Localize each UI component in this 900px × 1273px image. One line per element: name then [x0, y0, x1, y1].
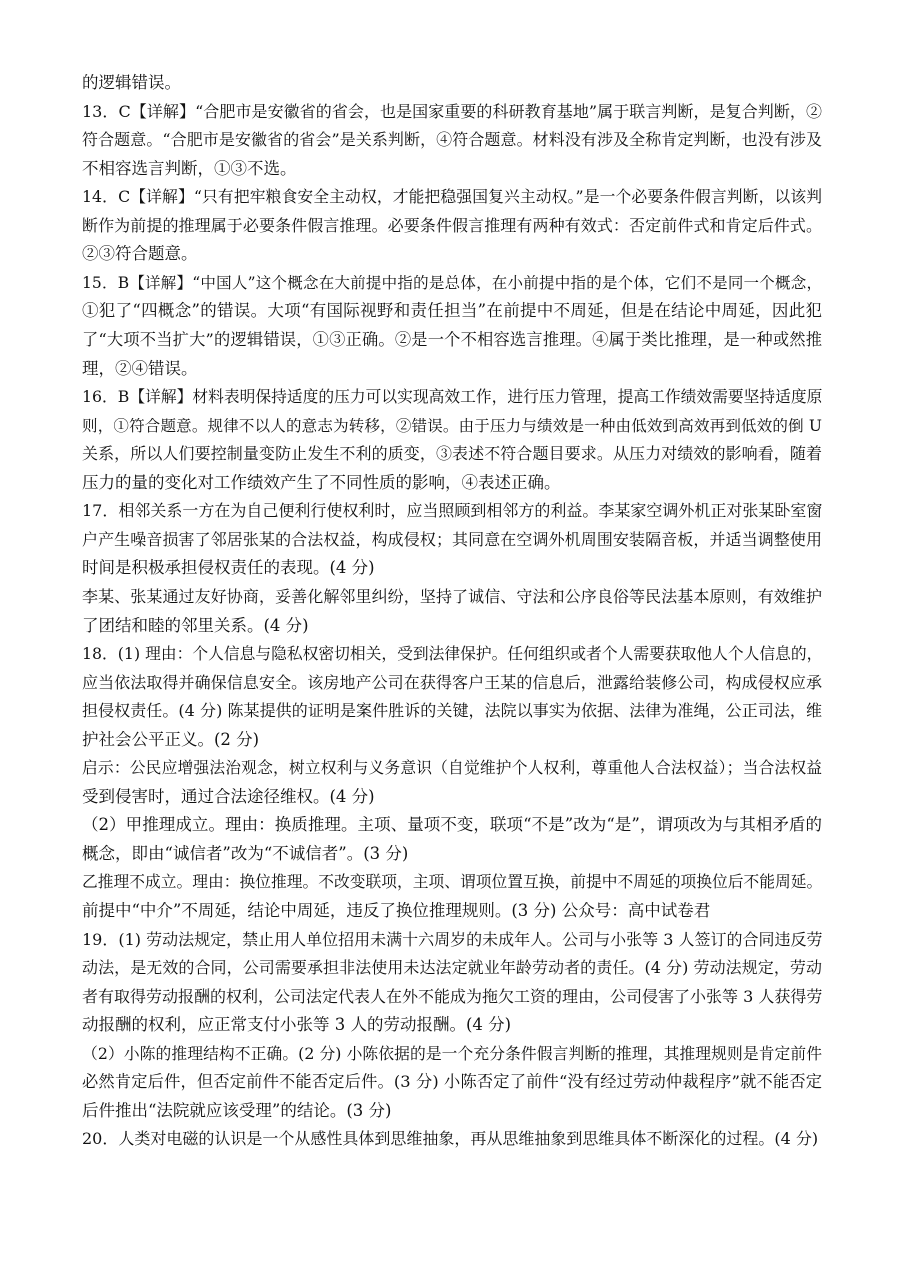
text-line: 概念，即由“诚信者”改为“不诚信者”。(3 分) — [82, 843, 409, 863]
text-line: 户产生噪音损害了邻居张某的合法权益，构成侵权；其同意在空调外机周围安装隔音板，并适当调整使用 — [82, 529, 822, 549]
text-line: 李某、张某通过友好协商，妥善化解邻里纠纷，坚持了诚信、守法和公序良俗等民法基本原则，有效维护 — [82, 586, 822, 606]
text-line: 18．(1) 理由：个人信息与隐私权密切相关，受到法律保护。任何组织或者个人需要获取他人个人信息的， — [82, 644, 822, 663]
text-line: 时间是积极承担侵权责任的表现。(4 分) — [82, 558, 375, 578]
text-line: 护社会公平正义。(2 分) — [82, 729, 260, 749]
text-line: 不相容选言判断，①③不选。 — [82, 158, 297, 178]
text-line: 关系，所以人们要控制量变防止发生不利的质变，③表述不符合题目要求。从压力对绩效的影响看，随着 — [82, 444, 822, 464]
text-line: 前提中“中介”不周延，结论中周延，违反了换位推理规则。(3 分) 公众号：高中试卷君 — [82, 901, 711, 920]
text-line: 了“大项不当扩大”的逻辑错误，①③正确。②是一个不相容选言推理。④属于类比推理，是一种或然推 — [82, 329, 822, 349]
text-line: 符合题意。“合肥市是安徽省的省会”是关系判断，④符合题意。材料没有涉及全称肯定判断，也没有涉及 — [82, 130, 822, 150]
text-line: 受到侵害时，通过合法途径维权。(4 分) — [82, 786, 375, 806]
text-line: ①犯了“四概念”的错误。大项“有国际视野和责任担当”在前提中不周延，但是在结论中周延，因此犯 — [82, 301, 822, 321]
text-line: 13．C【详解】“合肥市是安徽省的省会，也是国家重要的科研教育基地”属于联言判断，是复合判断，② — [82, 101, 822, 121]
text-line: 断作为前提的推理属于必要条件假言推理。必要条件假言推理有两种有效式：否定前件式和肯定后件式。 — [82, 215, 822, 235]
text-line: 动法，是无效的合同，公司需要承担非法使用未达法定就业年龄劳动者的责任。(4 分) 劳动法规定，劳动 — [82, 958, 822, 978]
text-line: 16．B【详解】材料表明保持适度的压力可以实现高效工作，进行压力管理，提高工作绩效需要坚持适度原 — [82, 387, 822, 407]
text-line: 的逻辑错误。 — [82, 73, 181, 92]
text-line: 者有取得劳动报酬的权利，公司法定代表人在外不能成为拖欠工资的理由，公司侵害了小张等 3 人获得劳 — [82, 986, 822, 1006]
text-line: 14．C【详解】“只有把牢粮食安全主动权，才能把稳强国复兴主动权。”是一个必要条件假言判断，以该判 — [82, 187, 822, 207]
text-line: 15．B【详解】“中国人”这个概念在大前提中指的是总体，在小前提中指的是个体，它们不是同一个概念， — [82, 273, 822, 292]
text-line: 17．相邻关系一方在为自己便利行使权利时，应当照顾到相邻方的利益。李某家空调外机正对张某卧室窗 — [82, 501, 822, 521]
text-line: 则，①符合题意。规律不以人的意志为转移，②错误。由于压力与绩效是一种由低效到高效再到低效的倒 U — [82, 416, 822, 435]
text-line: ②③符合题意。 — [82, 244, 198, 264]
text-line: 了团结和睦的邻里关系。(4 分) — [82, 615, 309, 635]
text-line: 担侵权责任。(4 分) 陈某提供的证明是案件胜诉的关键，法院以事实为依据、法律为准绳，公正司法，维 — [82, 701, 822, 721]
text-line: 应当依法取得并确保信息安全。该房地产公司在获得客户王某的信息后，泄露给装修公司，构成侵权应承 — [82, 672, 822, 692]
text-line: （2）甲推理成立。理由：换质推理。主项、量项不变，联项“不是”改为“是”，谓项改为与其相矛盾的 — [82, 815, 822, 835]
text-line: 压力的量的变化对工作绩效产生了不同性质的影响，④表述正确。 — [82, 472, 561, 492]
text-line: 后件推出“法院就应该受理”的结论。(3 分) — [82, 1100, 392, 1120]
text-line: 理，②④错误。 — [82, 358, 198, 378]
text-line: 乙推理不成立。理由：换位推理。不改变联项，主项、谓项位置互换，前提中不周延的项换位后不能周延。 — [82, 872, 822, 892]
text-line: 20．人类对电磁的认识是一个从感性具体到思维抽象，再从思维抽象到思维具体不断深化的过程。(4 分) — [82, 1129, 819, 1149]
text-line: 19．(1) 劳动法规定，禁止用人单位招用未满十六周岁的未成年人。公司与小张等 3 人签订的合同违反劳 — [82, 929, 822, 949]
text-line: 启示：公民应增强法治观念，树立权利与义务意识（自觉维护个人权利，尊重他人合法权益）；当合法权益 — [82, 758, 822, 778]
text-line: 动报酬的权利，应正常支付小张等 3 人的劳动报酬。(4 分) — [82, 1015, 512, 1035]
text-line: 必然肯定后件，但否定前件不能否定后件。(3 分) 小陈否定了前件“没有经过劳动仲裁程序”就不能否定 — [82, 1072, 822, 1092]
text-line: （2）小陈的推理结构不正确。(2 分) 小陈依据的是一个充分条件假言判断的推理，其推理规则是肯定前件 — [82, 1043, 822, 1063]
